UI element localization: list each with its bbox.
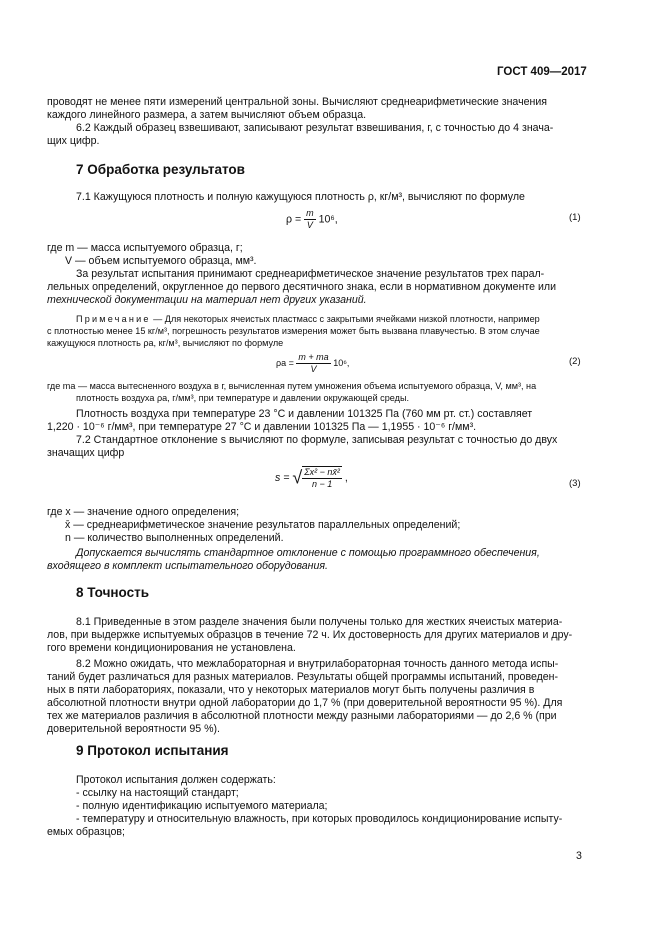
- paragraph-8-2: доверительной вероятности 95 %).: [47, 723, 221, 735]
- list-item: - температуру и относительную влажность, при которых проводилось кондиционирование испыту-: [76, 813, 563, 825]
- where-V: V — объем испытуемого образца, мм³.: [65, 255, 257, 267]
- where-x: где x — значение одного определения;: [47, 506, 240, 518]
- note: кажущуюся плотность ρa, кг/м³, вычисляют по формуле: [47, 338, 284, 348]
- note: с плотностью менее 15 кг/м³, погрешность результатов измерения может быть вызвана плавучестью. В этом случае: [47, 326, 540, 336]
- result-text: технической документации на материал нет других указаний.: [47, 294, 367, 306]
- where-xbar: x̄ — среднеарифметическое значение результатов параллельных определений;: [65, 519, 461, 531]
- paragraph-8-1: лов, при выдержке испытуемых образцов в течение 72 ч. Их достоверность для других материалов и дру-: [47, 629, 573, 641]
- paragraph-6-2: щих цифр.: [47, 135, 100, 147]
- paragraph-8-2: ных в пяти лабораториях, показали, что у некоторых материалов могут быть получены различия в: [47, 684, 535, 696]
- intro-line: проводят не менее пяти измерений центральной зоны. Вычисляют среднеарифметические значения: [47, 96, 547, 108]
- paragraph-7-1: 7.1 Кажущуюся плотность и полную кажущуюся плотность ρ, кг/м³, вычисляют по формуле: [76, 191, 525, 203]
- paragraph-8-1: гого времени кондиционирования не установлена.: [47, 642, 296, 654]
- list-item: емых образцов;: [47, 826, 125, 838]
- paragraph-8-2: 8.2 Можно ожидать, что межлабораторная и внутрилабораторная точность данного метода испы-: [76, 658, 559, 670]
- paragraph-8-1: 8.1 Приведенные в этом разделе значения были получены только для жестких ячеистых материа-: [76, 616, 563, 628]
- standard-header: ГОСТ 409—2017: [497, 66, 587, 78]
- formula-1: ρ = $\frac{m}{V}$ 10⁶,: [286, 208, 338, 230]
- section-7-title: 7 Обработка результатов: [76, 162, 245, 177]
- paragraph-6-2: 6.2 Каждый образец взвешивают, записывают результат взвешивания, г, с точностью до 4 знача-: [76, 122, 554, 134]
- paragraph-7-2: 7.2 Стандартное отклонение s вычисляют по формуле, записывая результат с точностью до двух: [76, 434, 558, 446]
- where-m: где m — масса испытуемого образца, г;: [47, 242, 243, 254]
- paragraph-8-2: абсолютной плотности внутри одной лаборатории до 1,7 % (при доверительной вероятности 95 %). Для: [47, 697, 563, 709]
- list-item: - ссылку на настоящий стандарт;: [76, 787, 239, 799]
- page-number: 3: [576, 850, 582, 862]
- list-item: Протокол испытания должен содержать:: [76, 774, 276, 786]
- formula-number: (3): [569, 478, 581, 489]
- result-text: За результат испытания принимают среднеарифметическое значение результатов трех парал-: [76, 268, 545, 280]
- section-9-title: 9 Протокол испытания: [76, 743, 229, 758]
- software-note: входящего в комплект испытательного оборудования.: [47, 560, 328, 572]
- paragraph-8-2: тех же материалов различия в абсолютной плотности между разными лабораториями — до 2,6 % (при: [47, 710, 557, 722]
- intro-line: каждого линейного размера, а затем вычисляют объем образца.: [47, 109, 367, 121]
- list-item: - полную идентификацию испытуемого материала;: [76, 800, 328, 812]
- section-8-title: 8 Точность: [76, 585, 150, 600]
- formula-3: s = √ $\frac{\text{Σx² − nx̄²}}{n - 1}$ ,: [275, 467, 348, 489]
- note: Примечание — Для некоторых ячеистых пластмасс с закрытыми ячейками низкой плотности, например: [76, 314, 540, 324]
- air-density: 1,220 · 10⁻⁶ г/мм³, при температуре 27 °С и давлении 101325 Па — 1,1955 · 10⁻⁶ г/мм³.: [47, 421, 477, 433]
- formula-number: (1): [569, 212, 581, 223]
- formula-2: ρa = $\frac{m + ma}{V}$ 10⁶,: [276, 352, 350, 374]
- air-density: Плотность воздуха при температуре 23 °С и давлении 101325 Па (760 мм рт. ст.) составляет: [76, 408, 533, 420]
- software-note: Допускается вычислять стандартное отклонение с помощью программного обеспечения,: [76, 547, 540, 559]
- result-text: лельных определений, округленное до первого десятичного знака, если в нормативном документе или: [47, 281, 557, 293]
- formula-number: (2): [569, 356, 581, 367]
- where-ma: плотность воздуха ρa, г/мм³, при температуре и давлении окружающей среды.: [76, 393, 410, 403]
- where-n: n — количество выполненных определений.: [65, 532, 284, 544]
- paragraph-7-2: значащих цифр: [47, 447, 125, 459]
- paragraph-8-2: таний будет различаться для разных материалов. Результаты общей программы испытаний, проведен-: [47, 671, 559, 683]
- where-ma: где ma — масса вытесненного воздуха в г, вычисленная путем умножения объема испытуемого образца, V, мм³, на: [47, 381, 537, 391]
